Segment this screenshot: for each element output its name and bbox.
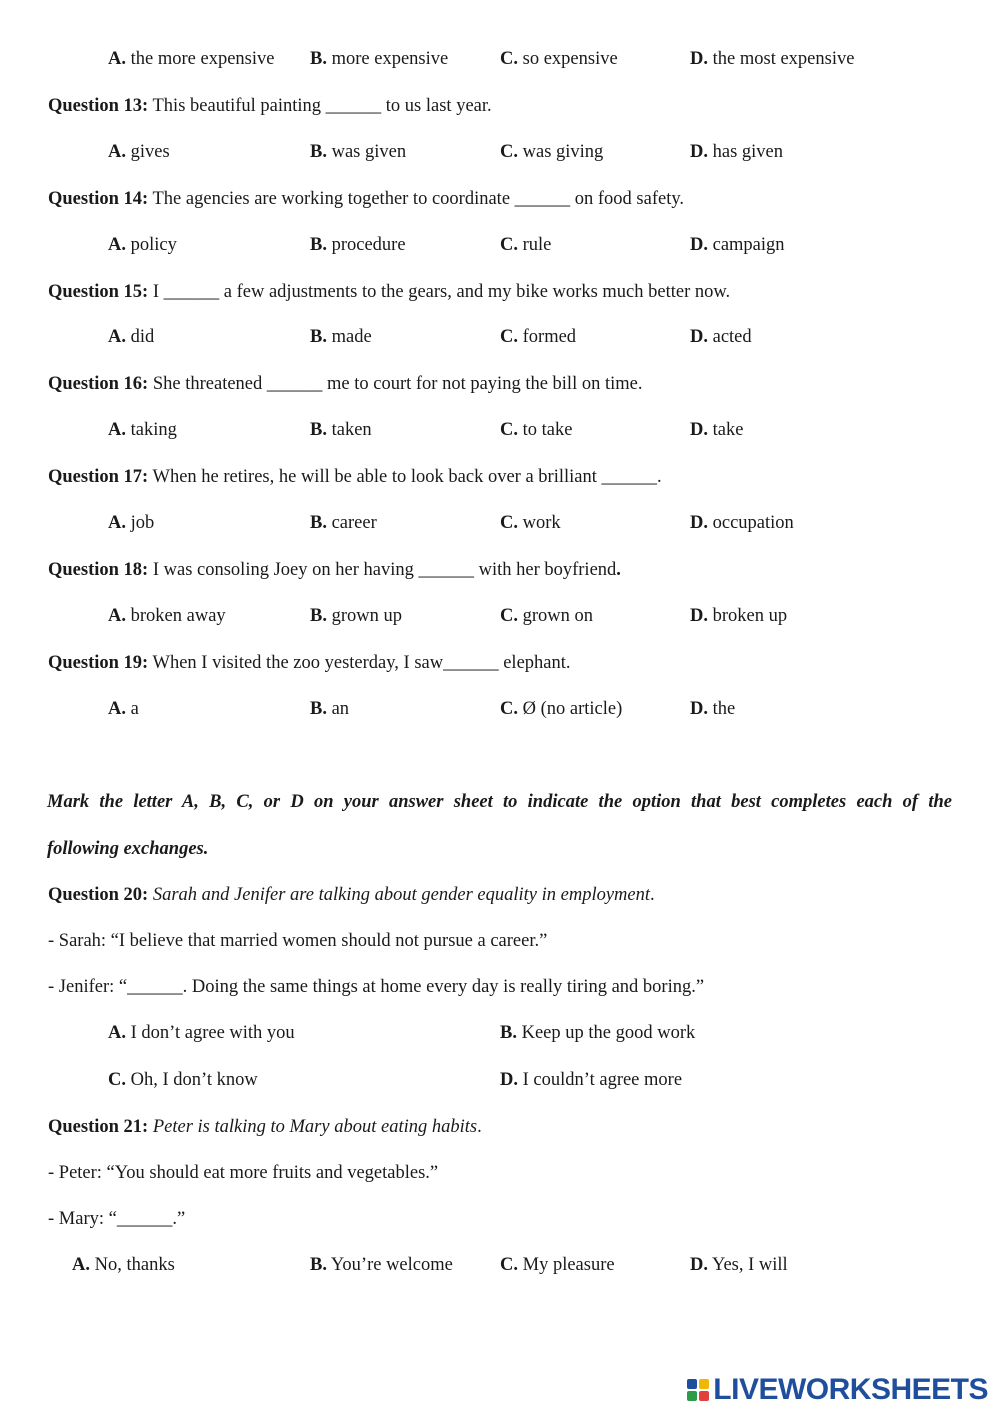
dialogue-line-jenifer: - Jenifer: “______. Doing the same things at home every day is really tiring and boring.”: [48, 977, 705, 997]
question-16: Question 16: She threatened ______ me to court for not paying the bill on time.: [48, 374, 643, 394]
option-a[interactable]: A. No, thanks: [72, 1255, 175, 1275]
dialogue-line-sarah: - Sarah: “I believe that married women should not pursue a career.”: [48, 931, 548, 951]
option-d[interactable]: D. broken up: [690, 606, 788, 626]
logo-text: LIVEWORKSHEETS: [713, 1373, 988, 1406]
option-b[interactable]: B. made: [310, 327, 372, 347]
option-b[interactable]: B. Keep up the good work: [500, 1023, 696, 1043]
option-b[interactable]: B. procedure: [310, 235, 406, 255]
option-c[interactable]: C. to take: [500, 420, 573, 440]
options-row-q18: [0, 604, 1000, 628]
option-d[interactable]: D. acted: [690, 327, 752, 347]
option-d[interactable]: D. I couldn’t agree more: [500, 1070, 683, 1090]
logo-square-yellow: [699, 1379, 709, 1389]
option-b[interactable]: B. was given: [310, 142, 407, 162]
question-20: Question 20: Sarah and Jenifer are talking about gender equality in employment.: [48, 885, 655, 905]
option-b[interactable]: B. You’re welcome: [310, 1255, 453, 1275]
option-b[interactable]: B. career: [310, 513, 377, 533]
option-d[interactable]: D. occupation: [690, 513, 794, 533]
question-18: Question 18: I was consoling Joey on her having ______ with her boyfriend.: [48, 560, 621, 580]
option-a[interactable]: A. a: [108, 699, 139, 719]
option-c[interactable]: C. Ø (no article): [500, 699, 623, 719]
option-d[interactable]: D. campaign: [690, 235, 785, 255]
options-row-q20-2: [0, 1068, 1000, 1092]
option-b[interactable]: B. more expensive: [310, 49, 449, 69]
logo-mark-icon: [687, 1379, 709, 1401]
liveworksheets-logo[interactable]: [687, 1373, 988, 1407]
option-d[interactable]: D. has given: [690, 142, 784, 162]
option-d[interactable]: D. take: [690, 420, 744, 440]
question-14: Question 14: The agencies are working together to coordinate ______ on food safety.: [48, 189, 685, 209]
options-row-q14: [0, 233, 1000, 257]
option-c[interactable]: C. Oh, I don’t know: [108, 1070, 258, 1090]
option-d[interactable]: D. the most expensive: [690, 49, 855, 69]
option-d[interactable]: D. the: [690, 699, 736, 719]
options-row-q12: [0, 47, 1000, 71]
logo-square-blue: [687, 1379, 697, 1389]
options-row-q16: [0, 418, 1000, 442]
option-c[interactable]: C. was giving: [500, 142, 604, 162]
options-row-q20-1: [0, 1021, 1000, 1045]
option-a[interactable]: A. I don’t agree with you: [108, 1023, 295, 1043]
question-19: Question 19: When I visited the zoo yesterday, I saw______ elephant.: [48, 653, 571, 673]
logo-square-red: [699, 1391, 709, 1401]
option-a[interactable]: A. did: [108, 327, 155, 347]
option-a[interactable]: A. gives: [108, 142, 170, 162]
options-row-q17: [0, 511, 1000, 535]
option-a[interactable]: A. job: [108, 513, 155, 533]
logo-square-green: [687, 1391, 697, 1401]
option-a[interactable]: A. taking: [108, 420, 177, 440]
option-c[interactable]: C. rule: [500, 235, 552, 255]
dialogue-line-peter: - Peter: “You should eat more fruits and vegetables.”: [48, 1163, 439, 1183]
options-row-q15: [0, 325, 1000, 349]
question-17: Question 17: When he retires, he will be able to look back over a brilliant ______.: [48, 467, 662, 487]
option-b[interactable]: B. taken: [310, 420, 372, 440]
section-instruction: Mark the letter A, B, C, or D on your answer sheet to indicate the option that best completes each of the: [47, 792, 952, 812]
options-row-q21: [0, 1253, 1000, 1277]
option-a[interactable]: A. policy: [108, 235, 177, 255]
question-13: Question 13: This beautiful painting ______ to us last year.: [48, 96, 492, 116]
question-15: Question 15: I ______ a few adjustments to the gears, and my bike works much better now.: [48, 282, 731, 302]
option-d[interactable]: D. Yes, I will: [690, 1255, 788, 1275]
question-21: Question 21: Peter is talking to Mary about eating habits.: [48, 1117, 482, 1137]
option-a[interactable]: A. the more expensive: [108, 49, 275, 69]
option-a[interactable]: A. broken away: [108, 606, 226, 626]
option-c[interactable]: C. formed: [500, 327, 577, 347]
section-instruction-continued: following exchanges.: [47, 839, 209, 859]
options-row-q19: [0, 697, 1000, 721]
option-b[interactable]: B. an: [310, 699, 350, 719]
option-b[interactable]: B. grown up: [310, 606, 402, 626]
option-c[interactable]: C. so expensive: [500, 49, 618, 69]
option-c[interactable]: C. grown on: [500, 606, 594, 626]
options-row-q13: [0, 140, 1000, 164]
option-c[interactable]: C. work: [500, 513, 561, 533]
option-c[interactable]: C. My pleasure: [500, 1255, 615, 1275]
dialogue-line-mary: - Mary: “______.”: [48, 1209, 186, 1229]
